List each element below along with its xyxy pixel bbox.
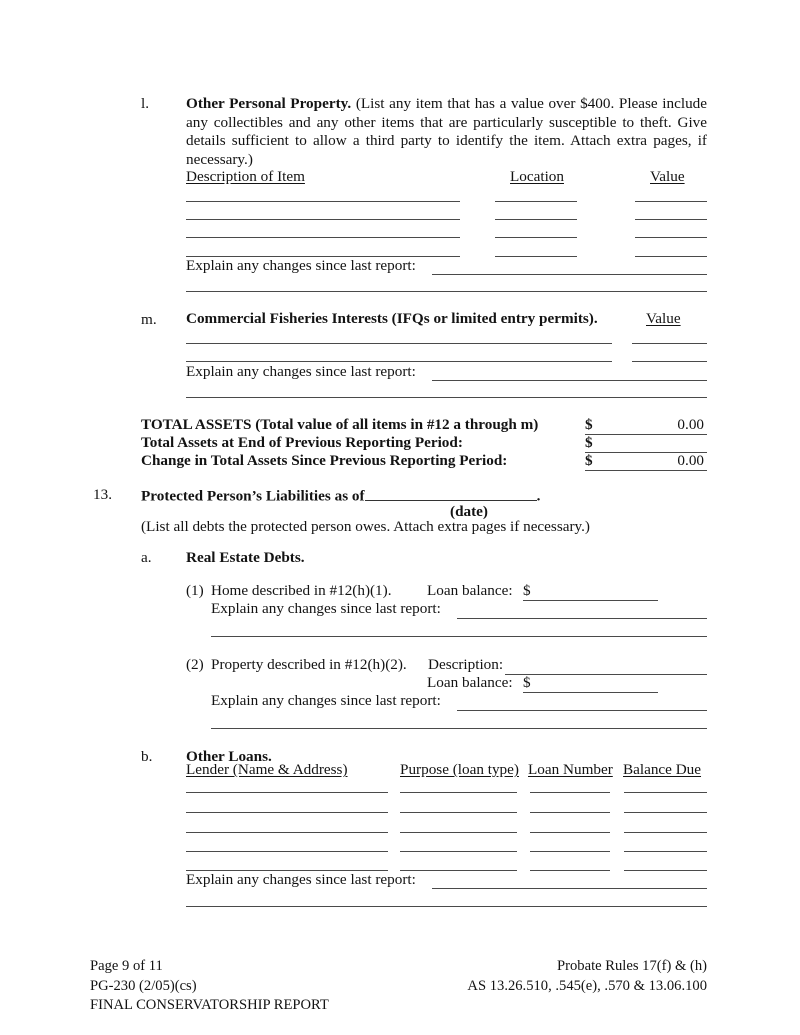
item-13a-marker: a.: [141, 549, 152, 566]
item-l-row-location-3[interactable]: [495, 237, 577, 238]
item-l-explain-input-2[interactable]: [186, 291, 707, 292]
item-13a2-description-input[interactable]: [505, 674, 707, 675]
item-m-explain-input-1[interactable]: [432, 380, 707, 381]
footer-form-title: FINAL CONSERVATORSHIP REPORT: [90, 997, 329, 1013]
item-13b-explain-input-1[interactable]: [432, 888, 707, 889]
total-assets-amount[interactable]: 0.00: [677, 416, 704, 433]
item-m-explain-input-2[interactable]: [186, 397, 707, 398]
footer-statutes: AS 13.26.510, .545(e), .570 & 13.06.100: [467, 977, 707, 994]
item-m-explain-label: Explain any changes since last report:: [186, 363, 416, 380]
item-l-row-value-1[interactable]: [635, 201, 707, 202]
item-l-marker: l.: [141, 95, 150, 112]
item-13a2-text: Property described in #12(h)(2).: [211, 656, 407, 673]
item-13a1-text: Home described in #12(h)(1).: [211, 582, 392, 599]
item-13b-col-loan-number: Loan Number: [528, 761, 613, 778]
item-13a2-currency: $: [523, 674, 531, 691]
item-13b-row-purpose-3[interactable]: [400, 832, 517, 833]
previous-period-assets-label: Total Assets at End of Previous Reporting Period:: [141, 434, 463, 451]
item-l-instructions: (List any item that has a value over $400. Please include any collectibles and any other items that are particularly susceptible to theft. Give details sufficient to allow a third party to identify the item. Attach extra pages, if necessary.): [186, 95, 708, 168]
item-13a1-explain-input-1[interactable]: [457, 618, 707, 619]
item-l-row-location-1[interactable]: [495, 201, 577, 202]
item-13b-row-loannumber-2[interactable]: [530, 812, 610, 813]
item-13a1-loan-balance-input[interactable]: [523, 600, 658, 601]
item-13b-row-lender-1[interactable]: [186, 792, 388, 793]
item-l-col-description: Description of Item: [186, 168, 305, 185]
item-13b-explain-input-2[interactable]: [186, 906, 707, 907]
footer-page-label: Page 9 of 11: [90, 958, 163, 974]
item-l-row-value-2[interactable]: [635, 219, 707, 220]
item-m-row-interest-2[interactable]: [186, 361, 612, 362]
change-in-assets-rule: [585, 470, 707, 471]
item-13a1-currency: $: [523, 582, 531, 599]
item-13-heading-period: .: [536, 487, 541, 505]
item-l-row-description-3[interactable]: [186, 237, 460, 238]
item-l-row-description-2[interactable]: [186, 219, 460, 220]
item-13b-explain-label: Explain any changes since last report:: [186, 871, 416, 888]
item-13b-row-balancedue-5[interactable]: [624, 870, 707, 871]
item-m-row-interest-1[interactable]: [186, 343, 612, 344]
footer-left: [90, 957, 329, 1016]
footer-form-id: PG-230 (2/05)(cs): [90, 977, 197, 994]
item-13a1-explain-input-2[interactable]: [211, 636, 707, 637]
item-m-row-value-1[interactable]: [632, 343, 707, 344]
item-l-row-value-4[interactable]: [635, 256, 707, 257]
item-13b-col-balance-due: Balance Due: [623, 761, 702, 778]
change-in-assets-currency: $: [585, 452, 593, 469]
item-13b-row-purpose-1[interactable]: [400, 792, 517, 793]
total-assets-rule: [585, 434, 707, 435]
item-l-paragraph: [186, 95, 707, 169]
item-l-row-location-2[interactable]: [495, 219, 577, 220]
total-assets-currency: $: [585, 416, 593, 433]
item-m-heading: Commercial Fisheries Interests (IFQs or limited entry permits).: [186, 310, 598, 327]
item-13a-heading: Real Estate Debts.: [186, 549, 305, 566]
item-m-col-value: Value: [646, 310, 681, 327]
item-13-date-caption: (date): [450, 503, 488, 520]
item-l-row-description-1[interactable]: [186, 201, 460, 202]
footer-right: [467, 957, 707, 996]
item-13a1-marker: (1): [186, 582, 204, 599]
item-13b-row-purpose-5[interactable]: [400, 870, 517, 871]
item-13b-row-purpose-4[interactable]: [400, 851, 517, 852]
item-13b-row-loannumber-5[interactable]: [530, 870, 610, 871]
item-13-instructions: (List all debts the protected person owes. Attach extra pages if necessary.): [141, 518, 590, 535]
item-l-col-location: Location: [510, 168, 564, 185]
item-13b-row-balancedue-3[interactable]: [624, 832, 707, 833]
item-13a2-explain-label: Explain any changes since last report:: [211, 692, 441, 709]
item-l-explain-input-1[interactable]: [432, 274, 707, 275]
item-13-number: 13.: [93, 486, 112, 503]
item-13a2-description-label: Description:: [428, 656, 504, 673]
item-l-heading: Other Personal Property.: [186, 95, 352, 112]
item-13b-row-loannumber-1[interactable]: [530, 792, 610, 793]
previous-period-assets-currency: $: [585, 434, 593, 451]
item-l-row-value-3[interactable]: [635, 237, 707, 238]
item-l-explain-label: Explain any changes since last report:: [186, 257, 416, 274]
item-13a2-explain-input-1[interactable]: [457, 710, 707, 711]
item-13b-row-balancedue-1[interactable]: [624, 792, 707, 793]
item-13b-marker: b.: [141, 748, 153, 765]
item-13b-row-balancedue-4[interactable]: [624, 851, 707, 852]
item-13a2-loan-balance-label: Loan balance:: [427, 674, 513, 691]
total-assets-label: TOTAL ASSETS (Total value of all items in #12 a through m): [141, 416, 539, 433]
item-13b-row-balancedue-2[interactable]: [624, 812, 707, 813]
item-13b-heading: Other Loans.: [186, 748, 272, 765]
item-m-marker: m.: [141, 311, 157, 328]
item-13a2-explain-input-2[interactable]: [211, 728, 707, 729]
item-13b-col-lender: Lender (Name & Address): [186, 761, 348, 778]
item-13b-row-lender-3[interactable]: [186, 832, 388, 833]
footer-probate-rules: Probate Rules 17(f) & (h): [557, 958, 707, 974]
item-l-row-location-4[interactable]: [495, 256, 577, 257]
item-13b-row-loannumber-4[interactable]: [530, 851, 610, 852]
item-13b-row-loannumber-3[interactable]: [530, 832, 610, 833]
item-m-row-value-2[interactable]: [632, 361, 707, 362]
item-13b-row-lender-4[interactable]: [186, 851, 388, 852]
item-13-date-input[interactable]: [365, 486, 537, 501]
item-13b-row-purpose-2[interactable]: [400, 812, 517, 813]
item-13b-row-lender-2[interactable]: [186, 812, 388, 813]
item-13a1-explain-label: Explain any changes since last report:: [211, 600, 441, 617]
item-13b-col-purpose: Purpose (loan type): [400, 761, 519, 778]
item-l-col-value: Value: [650, 168, 685, 185]
change-in-assets-label: Change in Total Assets Since Previous Reporting Period:: [141, 452, 508, 469]
change-in-assets-amount[interactable]: 0.00: [677, 452, 704, 469]
item-13a2-loan-balance-input[interactable]: [523, 692, 658, 693]
item-13a2-marker: (2): [186, 656, 204, 673]
item-13a1-loan-balance-label: Loan balance:: [427, 582, 513, 599]
item-13-heading-text: Protected Person’s Liabilities as of: [141, 487, 365, 505]
